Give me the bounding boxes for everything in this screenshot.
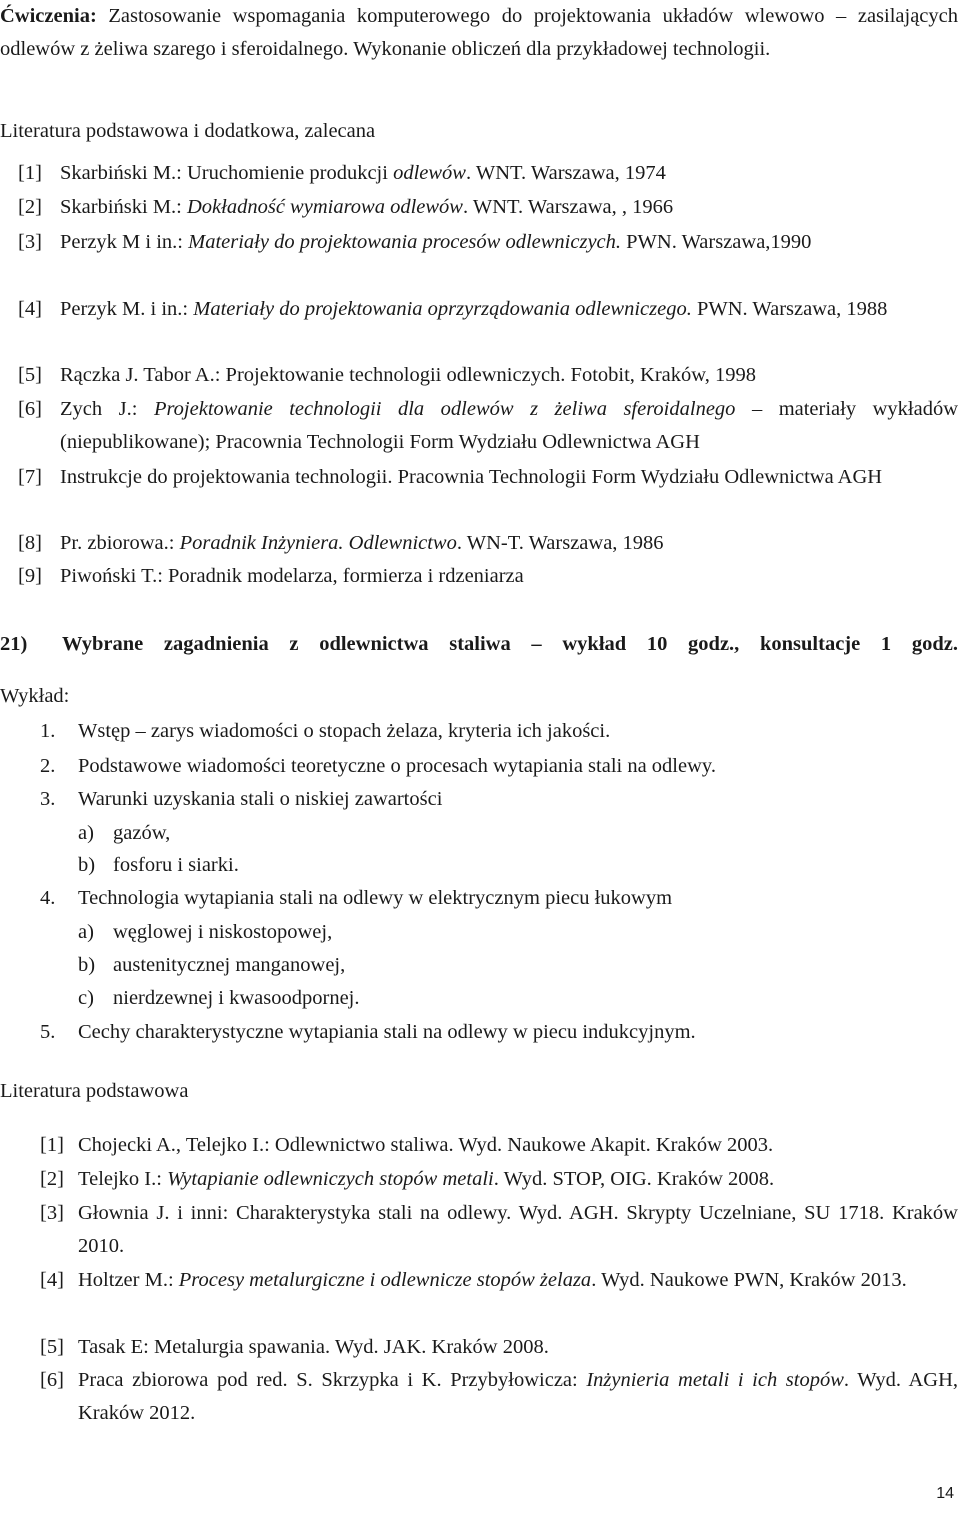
lecture-subitem-letter: b)	[78, 954, 96, 976]
reference-number: [4]	[18, 298, 42, 320]
reference-number: [5]	[40, 1336, 64, 1358]
reference-item	[18, 293, 958, 326]
reference-number: [4]	[40, 1269, 64, 1291]
reference-number: [5]	[18, 364, 42, 386]
lecture-item	[40, 750, 920, 783]
reference-number: [8]	[18, 532, 42, 554]
lecture-item-text: Wstęp – zarys wiadomości o stopach żelaza, kryteria ich jakości.	[78, 720, 611, 742]
reference-text: Zych J.: Projektowanie technologii dla odlewów z żeliwa sferoidalnego – materiały wykładów (niepublikowane); Pracownia Technologii Form Wydziału Odlewnictwa AGH	[60, 398, 959, 453]
section-heading: Wybrane zagadnienia z odlewnictwa staliwa – wykład 10 godz., konsultacje 1 godz.	[62, 633, 958, 655]
exercises-text: Zastosowanie wspomagania komputerowego do projektowania układów wlewowo – zasilających odlewów z żeliwa szarego i sferoidalnego. Wykonanie obliczeń dla przykładowej technologii.	[0, 5, 958, 60]
reference-text: Skarbiński M.: Uruchomienie produkcji odlewów. WNT. Warszawa, 1974	[60, 162, 666, 184]
reference-item	[18, 393, 958, 459]
reference-text: Instrukcje do projektowania technologii. Pracownia Technologii Form Wydziału Odlewnictwa AGH	[60, 466, 883, 488]
reference-text: Chojecki A., Telejko I.: Odlewnictwo staliwa. Wyd. Naukowe Akapit. Kraków 2003.	[78, 1134, 774, 1156]
lecture-item	[40, 882, 920, 915]
section-number: 21)	[0, 633, 28, 655]
literature-heading: Literatura podstawowa i dodatkowa, zalecana	[0, 120, 376, 142]
lecture-item-number: 2.	[40, 755, 56, 777]
reference-number: [3]	[18, 231, 42, 253]
lecture-subitem-text: austenitycznej manganowej,	[113, 954, 346, 976]
lecture-subitem-text: gazów,	[113, 822, 171, 844]
lecture-subitem-letter: a)	[78, 822, 94, 844]
reference-number: [2]	[40, 1168, 64, 1190]
lecture-subitem-letter: a)	[78, 921, 94, 943]
reference-item	[40, 1129, 958, 1162]
exercises-label: Ćwiczenia:	[0, 5, 97, 27]
lecture-subitem-text: nierdzewnej i kwasoodpornej.	[113, 987, 360, 1009]
reference-item	[18, 560, 958, 593]
reference-number: [9]	[18, 565, 42, 587]
reference-text: Holtzer M.: Procesy metalurgiczne i odlewnicze stopów żelaza. Wyd. Naukowe PWN, Kraków 2013.	[78, 1269, 907, 1291]
lecture-item-number: 1.	[40, 720, 56, 742]
reference-item	[18, 226, 958, 259]
reference-item	[18, 157, 958, 190]
reference-number: [1]	[40, 1134, 64, 1156]
lecture-item	[40, 1016, 920, 1049]
reference-number: [1]	[18, 162, 42, 184]
lecture-item-text: Technologia wytapiania stali na odlewy w elektrycznym piecu łukowym	[78, 887, 673, 909]
lecture-item-text: Cechy charakterystyczne wytapiania stali na odlewy w piecu indukcyjnym.	[78, 1021, 696, 1043]
reference-number: [7]	[18, 466, 42, 488]
section-title	[0, 628, 958, 661]
reference-item	[18, 191, 958, 224]
reference-number: [6]	[40, 1369, 64, 1391]
exercises-paragraph	[0, 0, 958, 66]
lecture-heading: Wykład:	[0, 685, 70, 707]
reference-item	[40, 1197, 958, 1263]
lecture-subitem	[78, 849, 958, 882]
reference-number: [6]	[18, 398, 42, 420]
reference-item	[40, 1364, 958, 1430]
lecture-item-number: 3.	[40, 788, 56, 810]
lecture-subitem-text: węglowej i niskostopowej,	[113, 921, 333, 943]
lecture-item-text: Warunki uzyskania stali o niskiej zawartości	[78, 788, 443, 810]
lecture-subitem-letter: b)	[78, 854, 96, 876]
reference-text: Skarbiński M.: Dokładność wymiarowa odlewów. WNT. Warszawa, , 1966	[60, 196, 674, 218]
lecture-subitem-text: fosforu i siarki.	[113, 854, 239, 876]
reference-number: [3]	[40, 1202, 64, 1224]
reference-item	[40, 1264, 958, 1297]
lecture-item	[40, 715, 920, 748]
reference-item	[18, 359, 958, 392]
reference-text: Telejko I.: Wytapianie odlewniczych stopów metali. Wyd. STOP, OIG. Kraków 2008.	[78, 1168, 775, 1190]
page-number: 14	[936, 1485, 954, 1502]
lecture-subitem	[78, 817, 958, 850]
lecture-item-number: 5.	[40, 1021, 56, 1043]
lecture-subitem	[78, 949, 958, 982]
lecture-subitem-letter: c)	[78, 987, 94, 1009]
lecture-item-text: Podstawowe wiadomości teoretyczne o procesach wytapiania stali na odlewy.	[78, 755, 716, 777]
reference-text: Praca zbiorowa pod red. S. Skrzypka i K. Przybyłowicza: Inżynieria metali i ich stopów. Wyd. AGH, Kraków 2012.	[78, 1369, 959, 1424]
lecture-subitem	[78, 916, 958, 949]
reference-number: [2]	[18, 196, 42, 218]
lecture-item	[40, 783, 920, 816]
reference-item	[40, 1163, 958, 1196]
reference-text: Perzyk M. i in.: Materiały do projektowania oprzyrządowania odlewniczego. PWN. Warszawa, 1988	[60, 298, 888, 320]
reference-text: Głownia J. i inni: Charakterystyka stali na odlewy. Wyd. AGH. Skrypty Uczelniane, SU 1718. Kraków 2010.	[78, 1202, 958, 1257]
reference-text: Piwoński T.: Poradnik modelarza, formierza i rdzeniarza	[60, 565, 524, 587]
reference-item	[18, 461, 958, 494]
reference-text: Perzyk M i in.: Materiały do projektowania procesów odlewniczych. PWN. Warszawa,1990	[60, 231, 812, 253]
reference-text: Rączka J. Tabor A.: Projektowanie technologii odlewniczych. Fotobit, Kraków, 1998	[60, 364, 756, 386]
lecture-subitem	[78, 982, 958, 1015]
reference-item	[18, 527, 958, 560]
basic-literature-heading: Literatura podstawowa	[0, 1080, 189, 1102]
reference-text: Pr. zbiorowa.: Poradnik Inżyniera. Odlewnictwo. WN-T. Warszawa, 1986	[60, 532, 664, 554]
reference-item	[40, 1331, 958, 1364]
lecture-item-number: 4.	[40, 887, 56, 909]
reference-text: Tasak E: Metalurgia spawania. Wyd. JAK. Kraków 2008.	[78, 1336, 549, 1358]
